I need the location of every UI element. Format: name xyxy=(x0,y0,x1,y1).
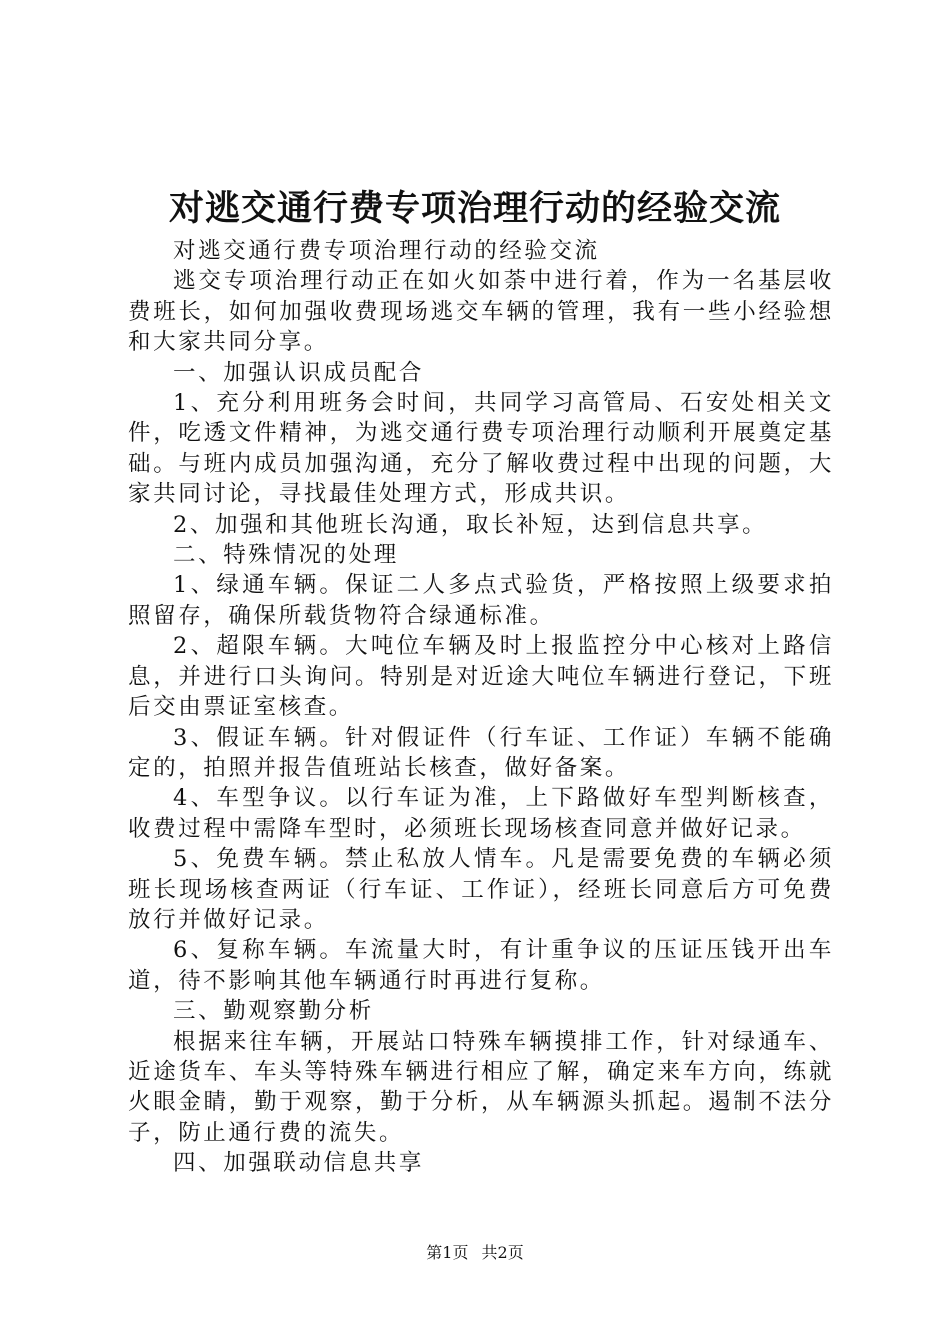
paragraph: 根据来往车辆，开展站口特殊车辆摸排工作，针对绿通车、近途货车、车头等特殊车辆进行相应了解，确定来车方向，练就火眼金睛，勤于观察，勤于分析，从车辆源头抓起。遏制不法分子，防止通行费的流失。 xyxy=(128,1028,834,1146)
document-body xyxy=(128,236,834,1179)
page-total: 共2页 xyxy=(481,1243,524,1262)
paragraph: 4、车型争议。以行车证为准，上下路做好车型判断核查，收费过程中需降车型时，必须班长现场核查同意并做好记录。 xyxy=(128,785,834,842)
section-heading-1: 一、加强认识成员配合 xyxy=(173,359,425,386)
paragraph: 2、加强和其他班长沟通，取长补短，达到信息共享。 xyxy=(173,511,768,538)
page-number: 第1页 xyxy=(426,1243,469,1262)
paragraph: 3、假证车辆。针对假证件（行车证、工作证）车辆不能确定的，拍照并报告值班站长核查，做好备案。 xyxy=(128,724,834,781)
page-footer xyxy=(0,1242,950,1264)
section-heading-2: 二、特殊情况的处理 xyxy=(173,542,399,569)
paragraph: 5、免费车辆。禁止私放人情车。凡是需要免费的车辆必须班长现场核查两证（行车证、工作证），经班长同意后方可免费放行并做好记录。 xyxy=(128,846,834,933)
paragraph: 2、超限车辆。大吨位车辆及时上报监控分中心核对上路信息，并进行口头询问。特别是对近途大吨位车辆进行登记，下班后交由票证室核查。 xyxy=(128,633,834,721)
paragraph: 1、绿通车辆。保证二人多点式验货，严格按照上级要求拍照留存，确保所载货物符合绿通标准。 xyxy=(128,572,834,629)
paragraph-intro: 逃交专项治理行动正在如火如荼中进行着，作为一名基层收费班长，如何加强收费现场逃交车辆的管理，我有一些小经验想和大家共同分享。 xyxy=(128,268,834,356)
paragraph: 6、复称车辆。车流量大时，有计重争议的压证压钱开出车道，待不影响其他车辆通行时再进行复称。 xyxy=(128,937,834,994)
section-heading-4: 四、加强联动信息共享 xyxy=(173,1150,425,1177)
section-heading-3: 三、勤观察勤分析 xyxy=(173,998,374,1025)
paragraph-subtitle: 对逃交通行费专项治理行动的经验交流 xyxy=(173,238,600,264)
paragraph: 1、充分利用班务会时间，共同学习高管局、石安处相关文件，吃透文件精神，为逃交通行费专项治理行动顺利开展奠定基础。与班内成员加强沟通，充分了解收费过程中出现的问题，大家共同讨论，寻找最佳处理方式，形成共识。 xyxy=(128,390,834,508)
document-title: 对逃交通行费专项治理行动的经验交流 xyxy=(168,188,781,229)
